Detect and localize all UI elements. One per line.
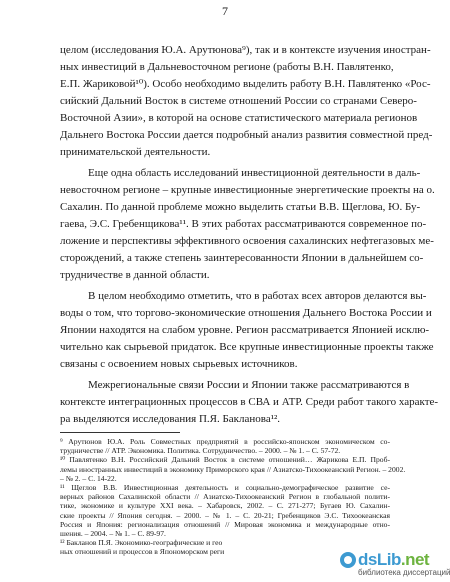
body-line: Дальнего Востока России дается подробный анализ развития совместной пред-	[60, 129, 433, 141]
body-line: воды о том, что торгово-экономические отношения Дальнего Востока России и	[60, 307, 432, 319]
watermark-name	[358, 550, 429, 570]
footnote-line: – № 2. – С. 14-22.	[60, 473, 117, 483]
footnote-line: трудничестве // АТР. Экономика. Политика. Сотрудничество. – 2000. – № 1. – С. 57-72.	[60, 446, 341, 456]
body-line: Межрегиональные связи России и Японии также рассматриваются в	[88, 379, 410, 391]
body-line: Восточной Азии», в которой на основе статистического материала регионов	[60, 112, 418, 124]
footnote-separator	[60, 432, 180, 433]
body-line: трудничестве в данной области.	[60, 269, 210, 281]
footnote-line: ¹⁰ Павлятенко В.Н. Российский Дальний Восток в системе отношений… Жарикова Е.П. Проб-	[60, 455, 390, 465]
body-line: Сахалин. По данной проблеме можно выделить статьи В.В. Щеглова, Ю. Бу-	[60, 201, 421, 213]
body-line: В целом необходимо отметить, что в работах всех авторов делаются вы-	[88, 290, 427, 302]
body-line: ра выделяются исследования П.Я. Бакланова¹².	[60, 413, 281, 425]
watermark-name-main: dsLib	[358, 550, 401, 569]
body-line: принимательской деятельности.	[60, 146, 211, 158]
body-line: невосточном регионе – крупные инвестиционные энергетические проекты на о.	[60, 184, 435, 196]
body-line: чительно как сырьевой придаток. Все крупные инвестиционные проекты также	[60, 341, 434, 353]
body-line: связаны с освоением новых сырьевых источников.	[60, 358, 298, 370]
footnote-line: тике, экономике и культуре XXI века. – Хабаровск, 2002. – С. 271-277; Бугаев Ю. Сахалин-	[60, 501, 390, 511]
body-line: Еще одна область исследований инвестиционной деятельности в даль-	[88, 167, 421, 179]
watermark-logo	[338, 550, 450, 582]
footnote-line: ⁹ Арутюнов Ю.А. Роль Совместных предприятий в российско-японском экономическом со-	[60, 437, 390, 446]
page-number: 7	[222, 4, 228, 18]
footnote-line: ¹¹ Щеглов В.В. Инвестиционная деятельность и социально-демографическое развитие се-	[60, 483, 390, 492]
footnote-line: ские проекты // Япония сегодня. – 2000. – № 1. – С. 20-21; Гребенщиков Э.С. Тихоокеанская	[60, 510, 390, 520]
footnote-line: шения. – 2004. – № 1. – С. 89-97.	[60, 529, 166, 538]
footnote-line: лемы иностранных инвестиций в экономику Приморского края // Азиатско-Тихоокеанский Регион. – 2002.	[60, 464, 406, 474]
body-line: сийский Дальний Восток в системе отношений России со странами Северо-	[60, 95, 417, 107]
footnote-line: верных районов Сахалинской области // Азиатско-Тихоокеанский Регион в глобальной полити-	[60, 492, 390, 502]
body-line: ных инвестиций в Дальневосточном регионе (работы В.Н. Павлятенко,	[60, 61, 394, 73]
body-line: контексте интеграционных процессов в СВА и АТР. Среди работ такого характе-	[60, 396, 439, 408]
book-logo-icon	[340, 552, 356, 568]
footnote-line: Россия и Япония: регионализация отношений // Мировая экономика и международные отно-	[60, 519, 390, 529]
watermark-name-domain: .net	[400, 550, 430, 569]
watermark-subtitle: библиотека диссертаций	[358, 568, 450, 577]
body-line: сторождений, а также степень заинтересованности Японии в дальнейшем со-	[60, 252, 424, 264]
body-line: целом (исследования Ю.А. Арутюнова⁹), так и в контексте изучения иностран-	[60, 44, 431, 56]
footnote-line: ¹² Бакланов П.Я. Экономико-географические и гео	[60, 538, 223, 548]
body-line: Е.П. Жариковой¹⁰). Особо необходимо выделить работу В.Н. Павлятенко «Рос-	[60, 78, 431, 90]
body-line: гаева, Э.С. Гребенщикова¹¹. В этих работах рассматриваются современное по-	[60, 218, 427, 230]
body-line: Японии находятся на слабом уровне. Регион рассматривается Японией исклю-	[60, 324, 430, 336]
footnote-line: ных отношений и процессов в Япономорском реги	[60, 547, 225, 557]
body-line: ложение и перспективы эффективного освоения сахалинских нефтегазовых ме-	[60, 235, 434, 247]
